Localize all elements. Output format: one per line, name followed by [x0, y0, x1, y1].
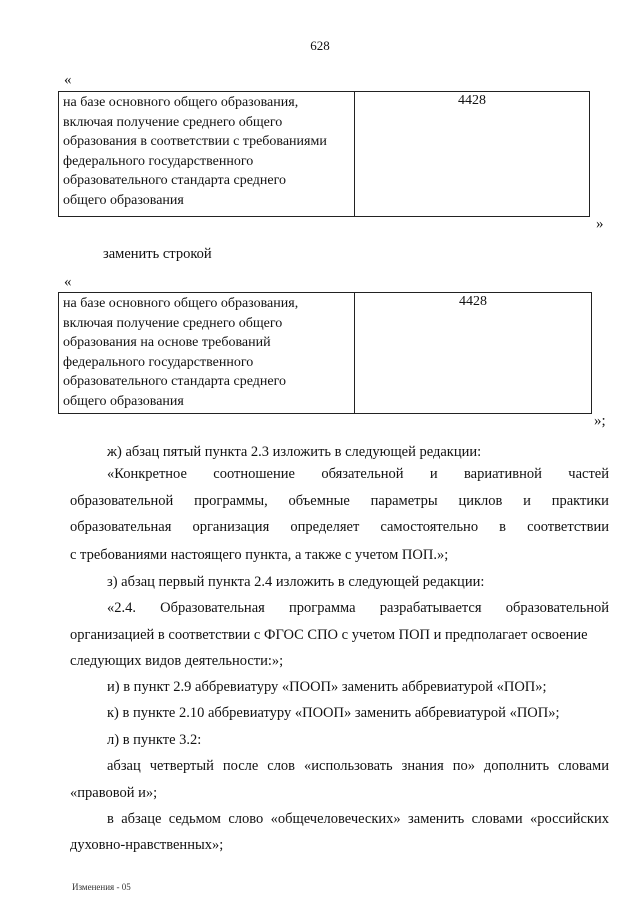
word: самостоятельно	[380, 519, 479, 535]
paragraph-z: з) абзац первый пункта 2.4 изложить в следующей редакции:	[107, 574, 485, 590]
table-line: на базе основного общего образования,	[63, 95, 299, 110]
replace-instruction: заменить строкой	[103, 246, 212, 262]
table-line: включая получение среднего общего	[63, 114, 283, 130]
paragraph-1-line-2	[70, 493, 609, 510]
paragraph-1-line-3	[70, 519, 609, 536]
paragraph-4-line-2: духовно-нравственных»;	[70, 837, 224, 853]
word: абзац	[107, 758, 141, 774]
table-replacement-text	[59, 293, 355, 413]
table-line: общего образования	[63, 393, 184, 409]
word: разрабатывается	[379, 600, 482, 616]
word: образовательная	[70, 519, 172, 535]
word: практики	[551, 493, 609, 509]
close-quote: »	[596, 216, 604, 232]
paragraph-2-line-3: следующих видов деятельности:»;	[70, 653, 284, 669]
word: вариативной	[464, 466, 542, 482]
footer-revision: Изменения - 05	[72, 882, 131, 892]
table-line: образовательного стандарта среднего	[63, 173, 286, 189]
paragraph-1-line-4: с требованиями настоящего пункта, а также с учетом ПОП.»;	[70, 547, 449, 563]
paragraph-1-line-1	[107, 466, 609, 483]
table-replacement-value: 4428	[459, 294, 487, 309]
paragraph-2-line-1	[107, 600, 609, 617]
word: после	[222, 758, 259, 774]
paragraph-zh: ж) абзац пятый пункта 2.3 изложить в следующей редакции:	[107, 444, 482, 460]
open-quote: «	[64, 72, 72, 88]
word: программа	[288, 600, 356, 616]
word: параметры	[370, 493, 438, 509]
word: соотношение	[213, 466, 295, 482]
page-number: 628	[310, 38, 330, 53]
word: четвертый	[149, 758, 214, 774]
table-line: общего образования	[63, 192, 184, 208]
word: «общечеловеческих»	[270, 811, 401, 827]
word: образовательной	[505, 600, 609, 616]
word: по»	[452, 758, 475, 774]
word: обязательной	[321, 466, 404, 482]
word: соответствии	[527, 519, 609, 535]
word: словами	[558, 758, 609, 774]
table-line: федерального государственного	[63, 354, 254, 370]
table-line: федерального государственного	[63, 153, 254, 169]
word: Образовательная	[160, 600, 265, 616]
word: «Конкретное	[107, 466, 187, 482]
word: дополнить	[483, 758, 550, 774]
word: слов	[267, 758, 296, 774]
table-line: образовательного стандарта среднего	[63, 374, 286, 390]
table-replacement	[58, 292, 592, 414]
word: абзаце	[121, 811, 162, 827]
word: заменить	[408, 811, 465, 827]
paragraph-3-line-1	[107, 758, 609, 775]
open-quote: «	[64, 274, 72, 290]
word: в	[107, 811, 114, 827]
word: и	[523, 493, 531, 509]
word: словами	[471, 811, 523, 827]
word: циклов	[458, 493, 503, 509]
word: слово	[228, 811, 264, 827]
close-quote: »;	[594, 413, 606, 429]
paragraph-4-line-1	[107, 811, 609, 828]
word: программы,	[194, 493, 268, 509]
paragraph-k: к) в пункте 2.10 аббревиатуру «ПООП» заменить аббревиатурой «ПОП»;	[107, 705, 560, 721]
table-line: на базе основного общего образования,	[63, 296, 299, 311]
paragraph-i: и) в пункт 2.9 аббревиатуру «ПООП» заменить аббревиатурой «ПОП»;	[107, 679, 547, 695]
word: «использовать	[304, 758, 393, 774]
table-original	[58, 91, 590, 217]
word: и	[429, 466, 438, 482]
word: «2.4.	[107, 600, 136, 616]
paragraph-l: л) в пункте 3.2:	[107, 732, 202, 748]
paragraph-3-line-2: «правовой и»;	[70, 785, 158, 801]
word: в	[499, 519, 506, 535]
word: «российских	[529, 811, 609, 827]
word: объемные	[288, 493, 350, 509]
word: седьмом	[168, 811, 221, 827]
table-line: образования в соответствии с требованиями	[63, 134, 327, 150]
word: организация	[192, 519, 270, 535]
word: знания	[401, 758, 444, 774]
table-original-value: 4428	[458, 93, 486, 108]
table-line: включая получение среднего общего	[63, 315, 283, 331]
paragraph-2-line-2: организацией в соответствии с ФГОС СПО с учетом ПОП и предполагает освоение	[70, 627, 588, 643]
word: образовательной	[70, 493, 174, 509]
word: определяет	[290, 519, 360, 535]
table-original-text	[59, 92, 355, 216]
table-line: образования на основе требований	[63, 335, 271, 351]
word: частей	[568, 466, 609, 482]
